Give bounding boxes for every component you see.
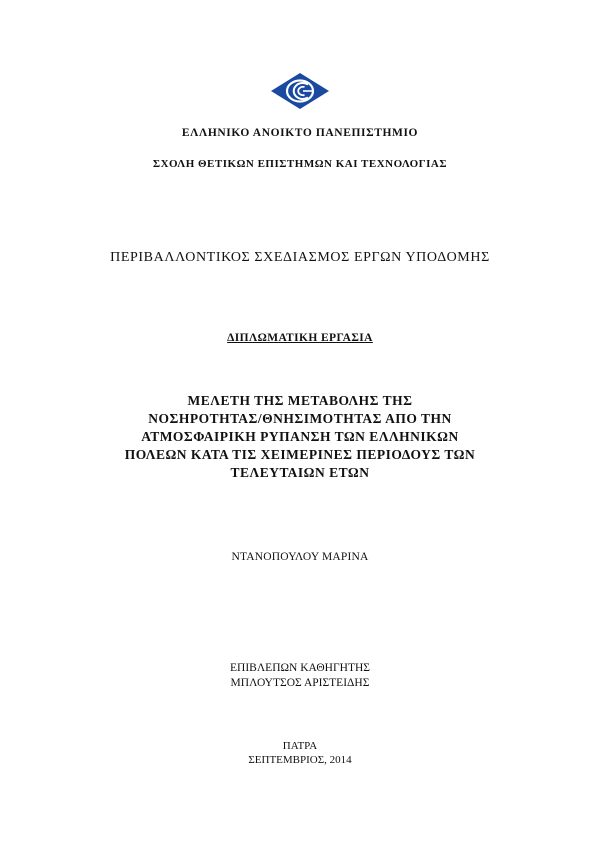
thesis-title-line: ΝΟΣΗΡΟΤΗΤΑΣ/ΘΝΗΣΙΜΟΤΗΤΑΣ ΑΠΟ ΤΗΝ — [148, 411, 452, 426]
city-name: ΠΑΤΡΑ — [282, 740, 318, 752]
thesis-title-line: ΜΕΛΕΤΗ ΤΗΣ ΜΕΤΑΒΟΛΗΣ ΤΗΣ — [187, 393, 413, 408]
school-name: ΣΧΟΛΗ ΘΕΤΙΚΩΝ ΕΠΙΣΤΗΜΩΝ ΚΑΙ ΤΕΧΝΟΛΟΓΙΑΣ — [152, 158, 448, 170]
program-name: ΠΕΡΙΒΑΛΛΟΝΤΙΚΟΣ ΣΧΕΔΙΑΣΜΟΣ ΕΡΓΩΝ ΥΠΟΔΟΜΗΣ — [110, 250, 490, 265]
university-name: ΕΛΛΗΝΙΚΟ ΑΝΟΙΚΤΟ ΠΑΝΕΠΙΣΤΗΜΙΟ — [181, 127, 419, 139]
supervisor-name: ΜΠΛΟΥΤΣΟΣ ΑΡΙΣΤΕΙΔΗΣ — [230, 677, 370, 689]
thesis-type-heading: ΔΙΠΛΩΜΑΤΙΚΗ ΕΡΓΑΣΙΑ — [227, 332, 373, 344]
university-seal-icon — [270, 72, 330, 110]
thesis-title-line: ΤΕΛΕΥΤΑΙΩΝ ΕΤΩΝ — [230, 465, 370, 480]
author-name: ΝΤΑΝΟΠΟΥΛΟΥ ΜΑΡΙΝΑ — [231, 551, 369, 563]
submission-date: ΣΕΠΤΕΜΒΡΙΟΣ, 2014 — [248, 754, 352, 766]
thesis-title-line: ΑΤΜΟΣΦΑΙΡΙΚΗ ΡΥΠΑΝΣΗ ΤΩΝ ΕΛΛΗΝΙΚΩΝ — [141, 429, 459, 444]
supervisor-role: ΕΠΙΒΛΕΠΩΝ ΚΑΘΗΓΗΤΗΣ — [230, 662, 370, 674]
thesis-title-line: ΠΟΛΕΩΝ ΚΑΤΑ ΤΙΣ ΧΕΙΜΕΡΙΝΕΣ ΠΕΡΙΟΔΟΥΣ ΤΩΝ — [124, 447, 476, 462]
thesis-title — [0, 392, 600, 482]
